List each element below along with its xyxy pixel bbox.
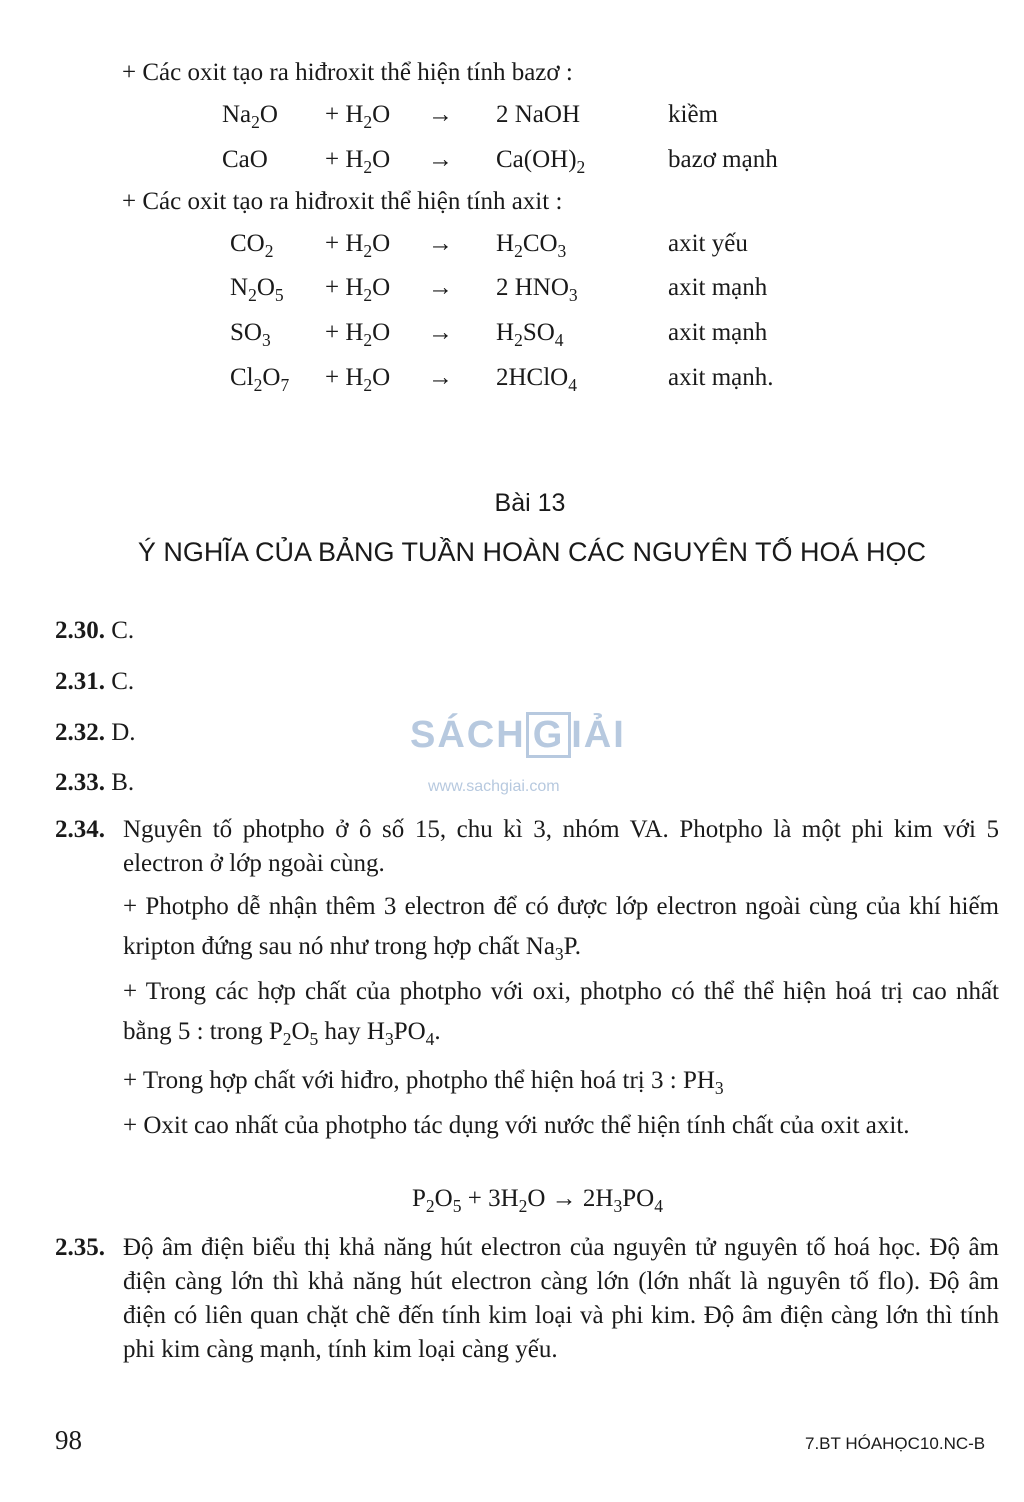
reaction-label: axit mạnh. — [668, 364, 774, 391]
explanation-paragraph: + Photpho dễ nhận thêm 3 electron để có được lớp electron ngoài cùng của khí hiếm kripton đứng sau nó như trong hợp chất $Na_3P$. — [123, 893, 999, 965]
page-number: 98 — [55, 1425, 82, 1455]
watermark-url: www.sachgiai.com — [428, 778, 560, 795]
reactant: $SO_3$ — [230, 319, 271, 351]
answer-item: 2.33. B. — [55, 769, 135, 796]
answer-item: 2.32. D. — [55, 719, 136, 746]
answer-item: 2.31. C. — [55, 668, 135, 695]
watermark-logo: SÁCH G IẢI — [410, 714, 626, 756]
reactant: $N_2O_5$ — [230, 274, 284, 306]
product: 2 NaOH — [496, 101, 581, 128]
reactant: $CO_2$ — [230, 230, 274, 262]
phosphoric-equation: $P_2O_5 + 3H_2O \to 2H_3PO_4$ — [412, 1185, 663, 1217]
arrow-icon: → — [428, 230, 453, 257]
water-term: + $H_2O$ — [325, 364, 391, 396]
arrow-icon: → — [428, 319, 453, 346]
water-term: + $H_2O$ — [325, 274, 391, 306]
intro-acid-line: + Các oxit tạo ra hiđroxit thể hiện tính axit : — [122, 188, 563, 215]
reactant: $Cl_2O_7$ — [230, 364, 290, 396]
explanation-paragraph: + Trong các hợp chất của photpho với oxi, photpho có thể thể hiện hoá trị cao nhất bằng 5 : trong $P_2O_5$ hay $H_3PO_4$. — [123, 978, 999, 1050]
lesson-title: Ý NGHĨA CỦA BẢNG TUẦN HOÀN CÁC NGUYÊN TỐ HOÁ HỌC — [137, 537, 927, 567]
book-code: 7.BT HÓAHỌC10.NC-B — [805, 1434, 986, 1453]
lesson-number: Bài 13 — [494, 489, 566, 517]
product: $Ca(OH)_2$ — [496, 146, 586, 178]
question-number: 2.35. — [55, 1234, 105, 1261]
reaction-label: kiềm — [668, 101, 718, 128]
reaction-label: axit yếu — [668, 230, 748, 257]
water-term: + $H_2O$ — [325, 146, 391, 178]
reaction-label: axit mạnh — [668, 319, 768, 346]
reaction-label: axit mạnh — [668, 274, 768, 301]
answer-item: 2.30. C. — [55, 617, 135, 644]
product: 2HClO$_4$ — [496, 364, 577, 396]
explanation-paragraph: + Trong hợp chất với hiđro, photpho thể hiện hoá trị 3 : $PH_3$ — [123, 1067, 724, 1099]
arrow-icon: → — [428, 146, 453, 173]
reactant: $Na_2O$ — [222, 101, 278, 133]
question-text: Độ âm điện biểu thị khả năng hút electron của nguyên tử nguyên tố hoá học. Độ âm điện càng lớn thì khả năng hút electron càng lớn (lớn nhất là nguyên tố flo). Độ âm điện có liên quan chặt chẽ đến tính kim loại và phi kim. Độ âm điện càng lớn thì tính phi kim càng mạnh, tính kim loại càng yếu. — [123, 1234, 999, 1363]
reactant: CaO — [222, 146, 268, 173]
arrow-icon: → — [428, 274, 453, 301]
arrow-icon: → — [428, 364, 453, 391]
intro-base-line: + Các oxit tạo ra hiđroxit thể hiện tính bazơ : — [122, 59, 573, 86]
reaction-label: bazơ mạnh — [668, 146, 778, 173]
product: 2 $HNO_3$ — [496, 274, 578, 306]
explanation-paragraph: + Oxit cao nhất của photpho tác dụng với nước thể hiện tính chất của oxit axit. — [123, 1112, 910, 1139]
product: $H_2CO_3$ — [496, 230, 567, 262]
question-number: 2.34. — [55, 816, 105, 843]
question-text: Nguyên tố photpho ở ô số 15, chu kì 3, nhóm VA. Photpho là một phi kim với 5 electron ở lớp ngoài cùng. — [123, 816, 999, 877]
product: $H_2SO_4$ — [496, 319, 564, 351]
water-term: + $H_2O$ — [325, 101, 391, 133]
arrow-icon: → — [428, 101, 453, 128]
water-term: + $H_2O$ — [325, 319, 391, 351]
water-term: + $H_2O$ — [325, 230, 391, 262]
